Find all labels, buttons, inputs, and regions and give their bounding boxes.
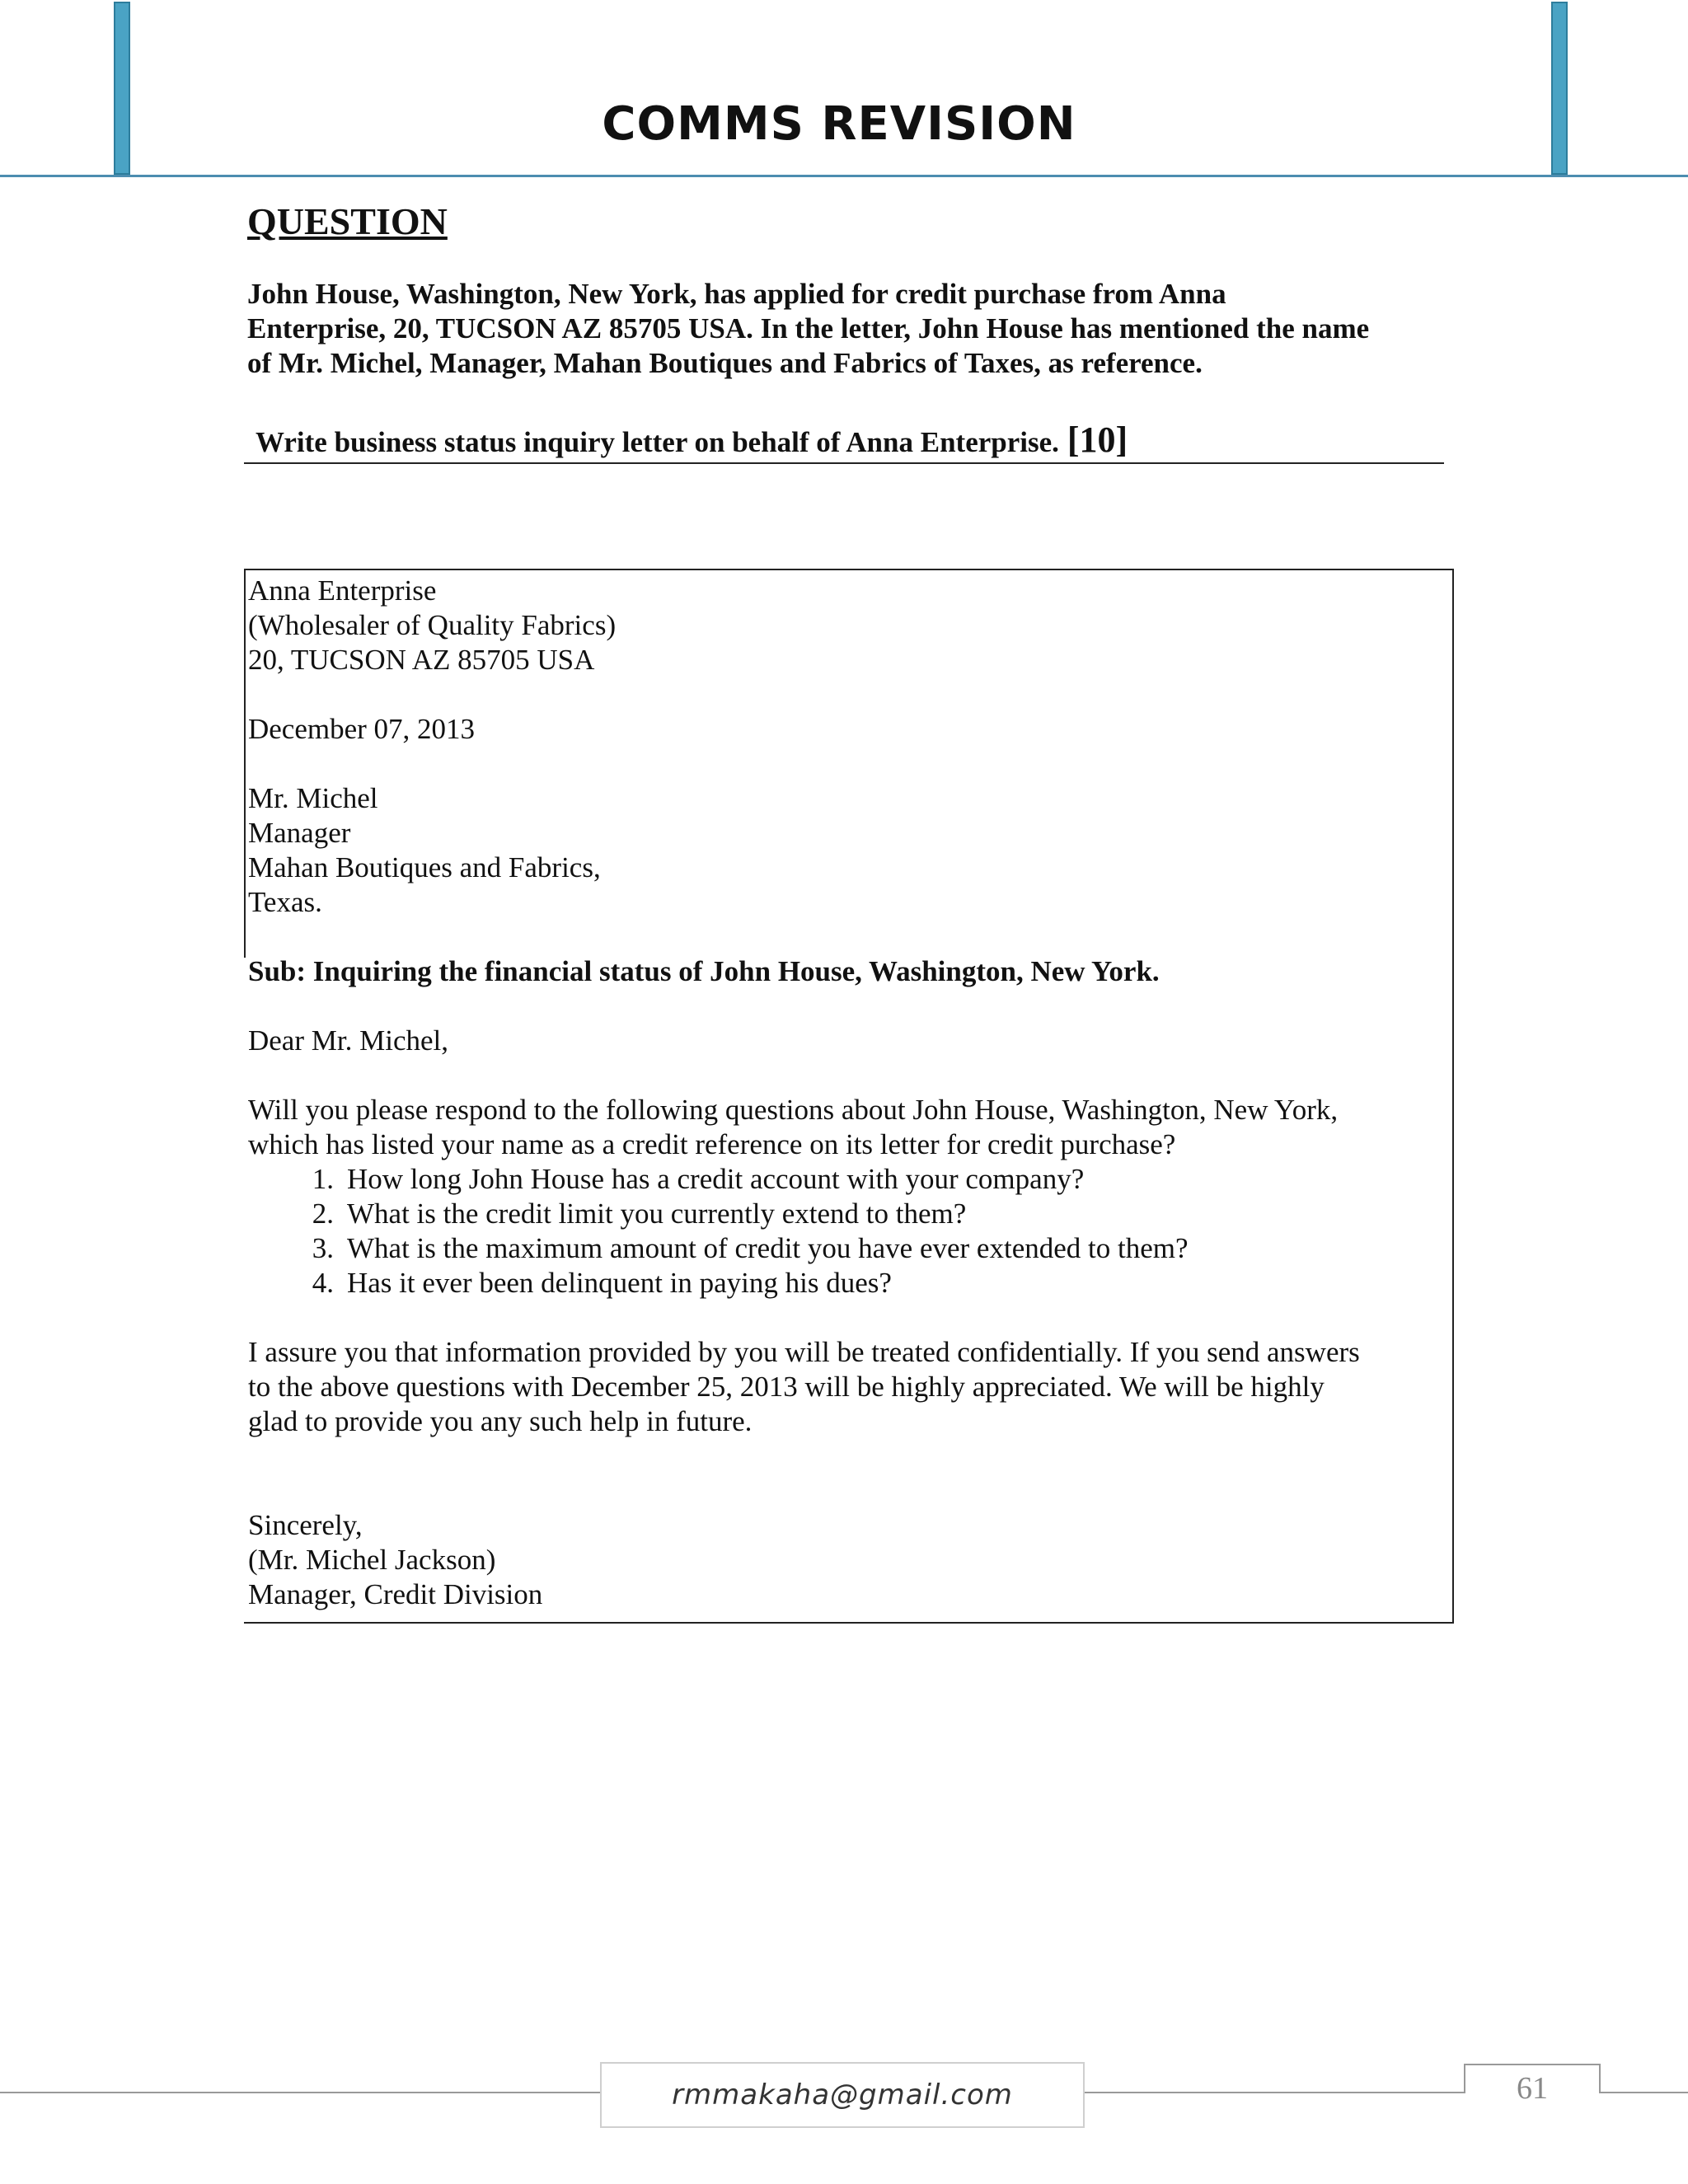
instruction-text: Write business status inquiry letter on behalf of Anna Enterprise.: [256, 426, 1059, 458]
footer-rule-middle: [1085, 2092, 1464, 2093]
closing-line: glad to provide you any such help in future.: [248, 1405, 753, 1437]
question-marks: [10]: [1067, 419, 1128, 460]
list-item-text: How long John House has a credit account with your company?: [347, 1163, 1085, 1195]
question-instruction: [256, 419, 1128, 461]
letter-date: December 07, 2013: [248, 713, 476, 745]
question-text: [247, 277, 1451, 381]
recipient-company: Mahan Boutiques and Fabrics,: [248, 851, 601, 883]
sender-description: (Wholesaler of Quality Fabrics): [248, 609, 617, 641]
instruction-underline: [244, 462, 1444, 464]
footer-rule-left: [0, 2092, 600, 2093]
sender-name: Anna Enterprise: [248, 574, 437, 607]
question-line: John House, Washington, New York, has applied for credit purchase from Anna: [247, 278, 1226, 310]
question-heading: QUESTION: [247, 200, 448, 242]
recipient-location: Texas.: [248, 886, 322, 918]
recipient-name: Mr. Michel: [248, 782, 378, 814]
page-number: 61: [1517, 2071, 1548, 2106]
list-item-number: 1.: [312, 1163, 334, 1195]
question-line: of Mr. Michel, Manager, Mahan Boutiques and Fabrics of Taxes, as reference.: [247, 347, 1203, 379]
list-item: [248, 1197, 1435, 1231]
letter-salutation: Dear Mr. Michel,: [248, 1024, 448, 1057]
sender-address: 20, TUCSON AZ 85705 USA: [248, 644, 595, 676]
letter-subject: Sub: Inquiring the financial status of John House, Washington, New York.: [248, 955, 1160, 987]
list-item: [248, 1231, 1435, 1266]
page-header-title: [0, 97, 1688, 151]
question-line: Enterprise, 20, TUCSON AZ 85705 USA. In the letter, John House has mentioned the name: [247, 312, 1370, 344]
question-list: [248, 1162, 1435, 1301]
letter-box-left-border: [244, 569, 246, 958]
footer-email: rmmakaha@gmail.com: [600, 2062, 1085, 2128]
list-item-number: 4.: [312, 1267, 334, 1299]
list-item-number: 3.: [312, 1232, 334, 1264]
letter-box-bottom-border: [244, 1622, 1454, 1624]
list-item-text: What is the maximum amount of credit you have ever extended to them?: [347, 1232, 1189, 1264]
list-item-text: Has it ever been delinquent in paying his dues?: [347, 1267, 892, 1299]
header-divider: [0, 175, 1688, 177]
letter-signoff: Sincerely,: [248, 1509, 363, 1541]
closing-line: I assure you that information provided by you will be treated confidentially. If you send answers: [248, 1336, 1360, 1368]
footer-rule-right: [1601, 2092, 1688, 2093]
intro-line: which has listed your name as a credit reference on its letter for credit purchase?: [248, 1128, 1176, 1160]
list-item: [248, 1266, 1435, 1301]
letter-box-top-border: [244, 569, 1454, 570]
header-title-text: COMMS REVISION: [602, 97, 1076, 151]
closing-line: to the above questions with December 25, 2013 will be highly appreciated. We will be highly: [248, 1371, 1325, 1403]
letter-box-right-border: [1452, 569, 1454, 1624]
letter-body: [248, 574, 1435, 1612]
signatory-title: Manager, Credit Division: [248, 1578, 543, 1610]
list-item-number: 2.: [312, 1197, 334, 1230]
recipient-title: Manager: [248, 817, 351, 849]
list-item-text: What is the credit limit you currently extend to them?: [347, 1197, 967, 1230]
intro-line: Will you please respond to the following questions about John House, Washington, New York,: [248, 1094, 1339, 1126]
list-item: [248, 1162, 1435, 1197]
signatory-name: (Mr. Michel Jackson): [248, 1544, 496, 1576]
